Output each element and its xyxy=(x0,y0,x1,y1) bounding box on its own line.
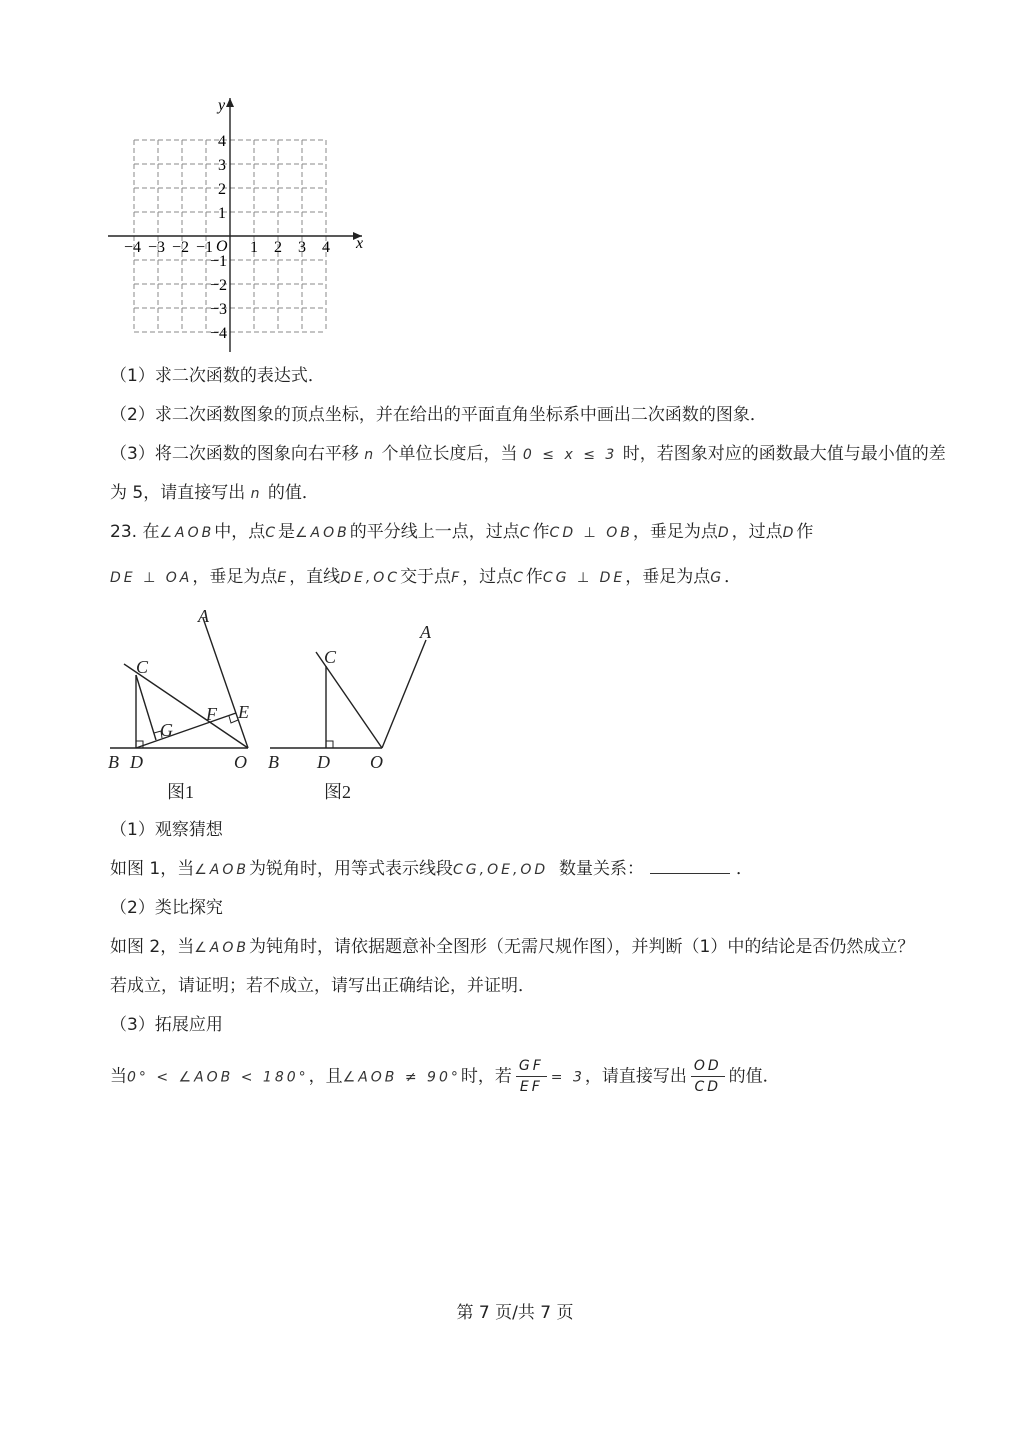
fig1-label-E: E xyxy=(238,702,249,722)
x-tick-label: 1 xyxy=(250,239,258,256)
y-tick-label: −2 xyxy=(210,277,228,294)
fig2-label-O: O xyxy=(370,752,383,772)
fig2-label-A: A xyxy=(420,622,431,642)
part2-text-cont: 若成立，请证明；若不成立，请写出正确结论，并证明． xyxy=(110,976,535,996)
y-tick-label: −3 xyxy=(210,301,228,318)
fig1-label-D: D xyxy=(130,752,143,772)
origin-label: O xyxy=(216,238,228,255)
fig1-label-G: G xyxy=(160,720,173,740)
part2-heading: （2）类比探究 xyxy=(110,898,223,918)
x-tick-label: 2 xyxy=(274,239,282,256)
fig1-label-C: C xyxy=(136,657,149,677)
q22-part3-cont: 为 5，请直接写出 n 的值． xyxy=(110,483,319,503)
x-tick-label: 3 xyxy=(298,239,306,256)
figure-2 xyxy=(260,600,450,810)
figure-1 xyxy=(100,600,270,810)
fig2-label-D: D xyxy=(317,752,330,772)
fig2-caption: 图2 xyxy=(324,782,351,802)
x-tick-label: −1 xyxy=(196,239,214,256)
fig1-label-F: F xyxy=(206,704,217,724)
part2-text: 如图 2，当∠AOB为钝角时，请依据题意补全图形（无需尺规作图），并判断（1）中的结论是否仍然成立？ xyxy=(110,937,915,957)
y-tick-label: 1 xyxy=(218,205,226,222)
x-tick-label: −2 xyxy=(172,239,190,256)
fig1-label-A: A xyxy=(198,606,209,626)
page-footer: 第 7 页/共 7 页 xyxy=(456,1303,574,1323)
part3-heading: （3）拓展应用 xyxy=(110,1015,223,1035)
y-axis-arrow xyxy=(226,98,234,107)
q23-line1: 23. 在∠AOB中，点C是∠AOB的平分线上一点，过点C作CD ⊥ OB，垂足为点D，过点D作 xyxy=(110,522,814,542)
y-tick-label: −1 xyxy=(210,253,228,270)
y-tick-label: 3 xyxy=(218,157,226,174)
part3-text: 当0° < ∠AOB < 180°，且∠AOB ≠ 90°时，若 $\frac{GF}{EF}$ = 3，请直接写出 $\frac{OD}{CD}$ 的值． xyxy=(110,1058,780,1095)
part1-heading: （1）观察猜想 xyxy=(110,820,223,840)
fig1-label-O: O xyxy=(234,752,247,772)
y-tick-label: −4 xyxy=(210,325,228,342)
fraction-gf-ef: $\frac{GF}{EF}$ xyxy=(516,1058,547,1095)
coordinate-grid xyxy=(100,90,380,360)
x-axis-label: x xyxy=(356,235,364,252)
y-axis-label: y xyxy=(218,97,226,114)
fig1-caption: 图1 xyxy=(167,782,194,802)
y-tick-label: 4 xyxy=(218,133,226,150)
q22-part2: （2）求二次函数图象的顶点坐标，并在给出的平面直角坐标系中画出二次函数的图象． xyxy=(110,405,767,425)
y-tick-label: 2 xyxy=(218,181,226,198)
fig2-label-C: C xyxy=(324,647,337,667)
answer-blank[interactable] xyxy=(650,859,730,874)
x-tick-label: −3 xyxy=(148,239,166,256)
x-tick-label: −4 xyxy=(124,239,142,256)
fraction-od-cd: $\frac{OD}{CD}$ xyxy=(691,1058,725,1095)
q22-part1: （1）求二次函数的表达式． xyxy=(110,366,325,386)
fig1-label-B: B xyxy=(108,752,119,772)
q22-part3: （3）将二次函数的图象向右平移 n 个单位长度后，当 0 ≤ x ≤ 3 时，若图象对应的函数最大值与最小值的差 xyxy=(110,444,946,464)
part1-text: 如图 1，当∠AOB为锐角时，用等式表示线段CG,OE,OD 数量关系： ． xyxy=(110,859,754,879)
x-tick-label: 4 xyxy=(322,239,330,256)
q23-line2: DE ⊥ OA，垂足为点E，直线DE,OC交于点F，过点C作CG ⊥ DE，垂足为点G． xyxy=(110,567,742,587)
fig2-label-B: B xyxy=(268,752,279,772)
